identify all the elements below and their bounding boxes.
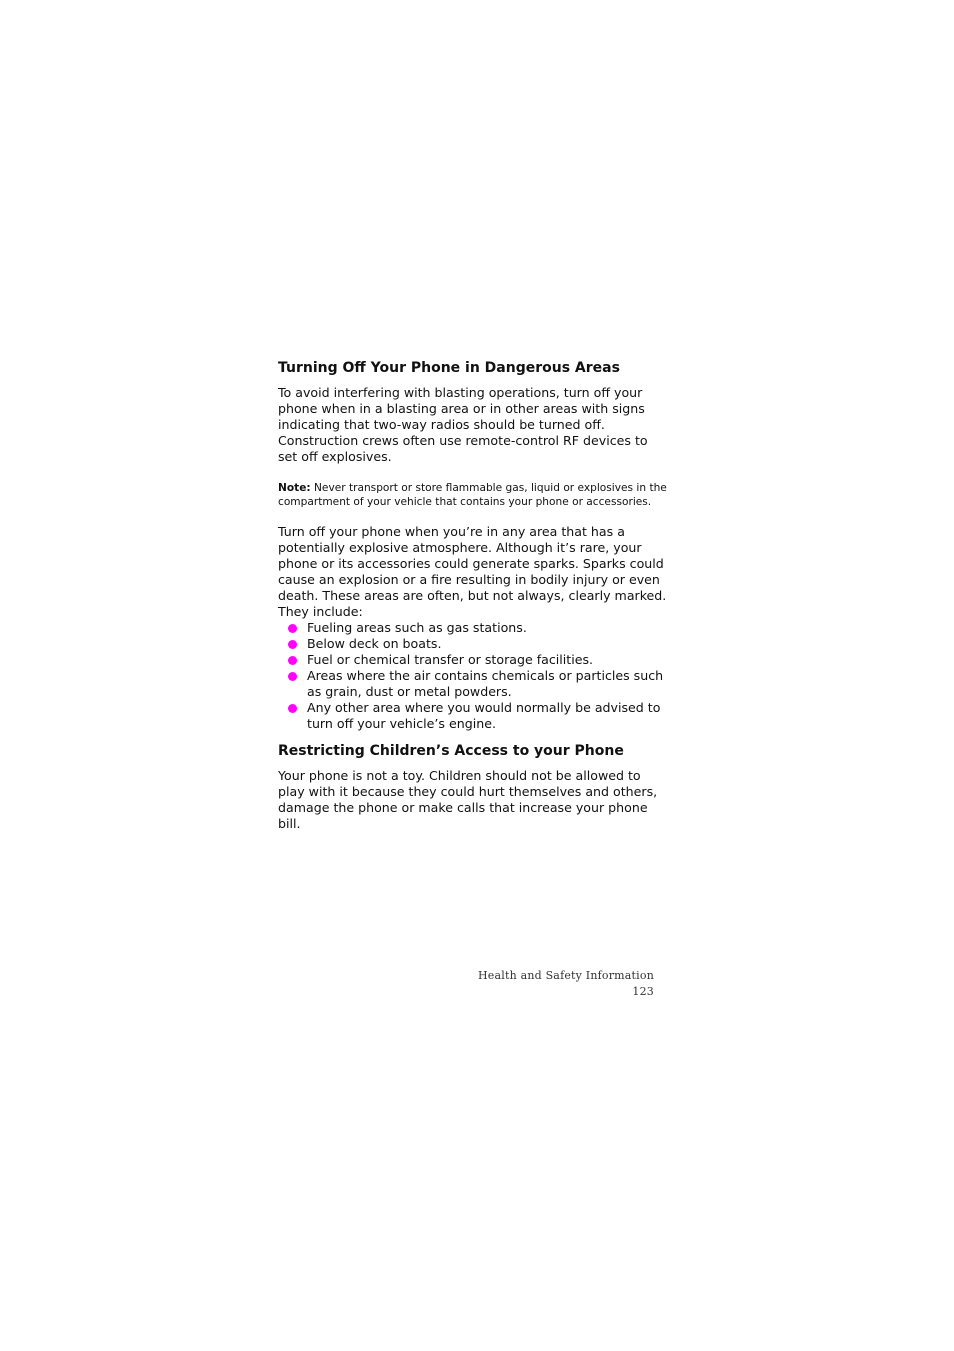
children-paragraph: Your phone is not a toy. Children should not be allowed to play with it because they could hurt themselves and others, damage the phone or make calls that increase your phone bill. — [278, 768, 658, 831]
page-number: 123 — [632, 985, 654, 998]
list-item — [278, 652, 670, 668]
section-heading-children-access: Restricting Children’s Access to your Phone — [278, 743, 624, 759]
page-content — [278, 358, 670, 832]
bullet-icon — [288, 672, 297, 681]
list-item — [278, 700, 670, 732]
explosive-atmosphere-paragraph: Turn off your phone when you’re in any area that has a potentially explosive atmosphere. Although it’s rare, your phone or its accessories could generate sparks. Sparks could cause an explosion or a fire resulting in bodily injury or even death. These areas are often, but not always, clearly marked. They include: — [278, 524, 667, 619]
bullet-icon — [288, 656, 297, 665]
list-item — [278, 620, 670, 636]
list-item — [278, 636, 670, 652]
note-paragraph — [278, 481, 670, 509]
hazard-area-list — [278, 620, 670, 732]
list-item-text: Fuel or chemical transfer or storage facilities. — [307, 652, 594, 667]
list-item-text: Fueling areas such as gas stations. — [307, 620, 527, 635]
bullet-icon — [288, 704, 297, 713]
list-item — [278, 668, 670, 700]
list-item-text: Areas where the air contains chemicals or particles such as grain, dust or metal powders. — [307, 668, 664, 699]
bullet-icon — [288, 624, 297, 633]
blasting-paragraph: To avoid interfering with blasting operations, turn off your phone when in a blasting area or in other areas with signs indicating that two-way radios should be turned off. Construction crews often use remote-control RF devices to set off explosives. — [278, 385, 648, 464]
bullet-icon — [288, 640, 297, 649]
note-label: Note: — [278, 482, 311, 494]
note-text: Never transport or store flammable gas, liquid or explosives in the compartment of your vehicle that contains your phone or accessories. — [278, 482, 667, 508]
section-heading-dangerous-areas: Turning Off Your Phone in Dangerous Areas — [278, 360, 620, 376]
list-item-text: Below deck on boats. — [307, 636, 442, 651]
page-footer — [478, 968, 654, 1000]
list-item-text: Any other area where you would normally be advised to turn off your vehicle’s engine. — [307, 700, 661, 731]
footer-section-name: Health and Safety Information — [478, 969, 654, 982]
